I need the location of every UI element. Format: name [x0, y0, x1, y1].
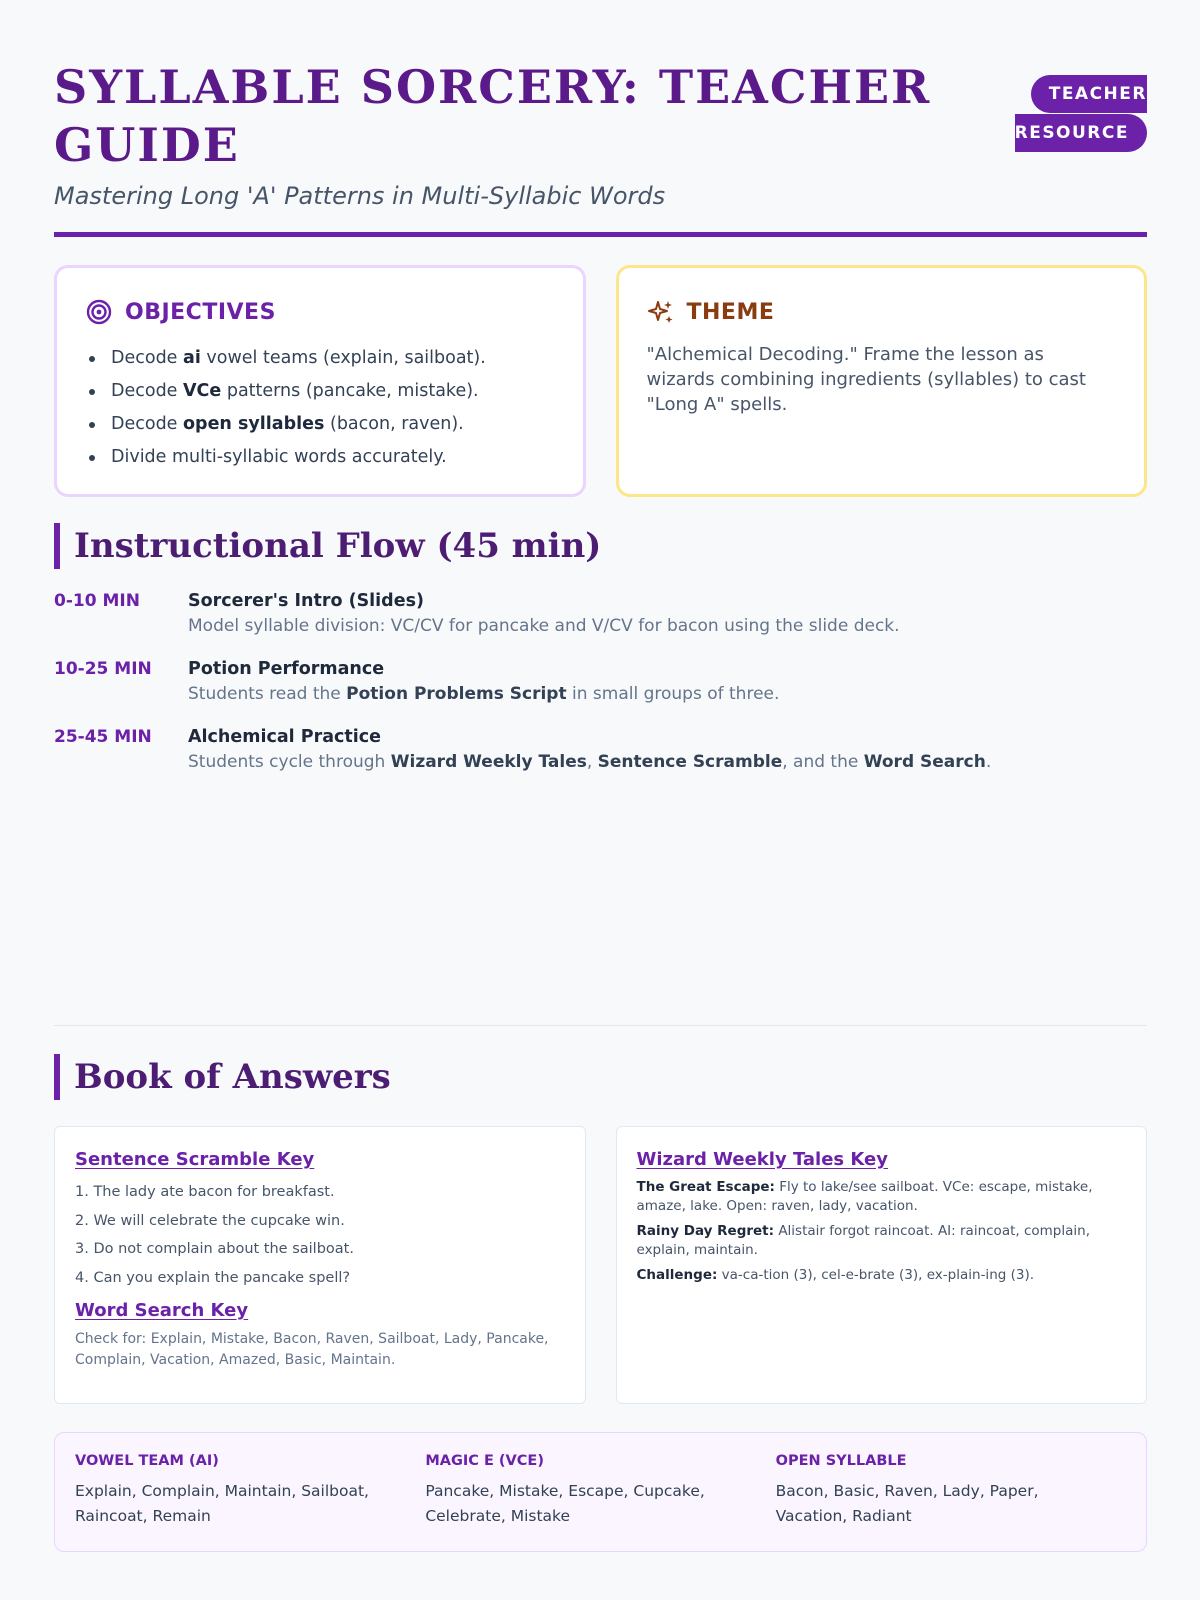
teacher-resource-badge	[1005, 75, 1147, 152]
sparkles-icon	[647, 298, 675, 326]
flow-body	[188, 589, 900, 639]
theme-heading: THEME	[686, 299, 775, 325]
theme-text: "Alchemical Decoding." Frame the lesson as wizards combining ingredients (syllables) to cast "Long A" spells.	[646, 344, 1086, 415]
objective-item: Decode ai vowel teams (explain, sailboat).	[85, 342, 555, 375]
pattern-column	[425, 1453, 775, 1529]
flow-time: 10-25 MIN	[54, 659, 152, 679]
pattern-reference	[54, 1432, 1147, 1552]
theme-card	[616, 265, 1148, 497]
pattern-heading: OPEN SYLLABLE	[775, 1453, 907, 1469]
scramble-answer: 2. We will celebrate the cupcake win.	[75, 1212, 345, 1229]
pattern-words: Explain, Complain, Maintain, Sailboat, Raincoat, Remain	[75, 1482, 369, 1525]
pattern-column	[75, 1453, 425, 1529]
objectives-list	[85, 342, 555, 474]
flow-body	[188, 657, 779, 707]
flow-title: Potion Performance	[188, 659, 385, 679]
flow-title: Alchemical Practice	[188, 727, 381, 747]
pattern-heading: MAGIC E (VCE)	[425, 1453, 544, 1469]
pattern-heading: VOWEL TEAM (AI)	[75, 1453, 219, 1469]
scramble-answer: 1. The lady ate bacon for breakfast.	[75, 1184, 335, 1200]
flow-desc: Students cycle through Wizard Weekly Tales, Sentence Scramble, and the Word Search.	[188, 752, 992, 772]
objective-item: Divide multi-syllabic words accurately.	[85, 441, 555, 474]
flow-title: Sorcerer's Intro (Slides)	[188, 591, 424, 611]
flow-row	[54, 657, 1147, 707]
wordsearch-key-text: Check for: Explain, Mistake, Bacon, Raven, Sailboat, Lady, Pancake, Complain, Vacation, Amazed, Basic, Maintain.	[75, 1331, 549, 1368]
page-subtitle: Mastering Long 'A' Patterns in Multi-Syllabic Words	[54, 182, 666, 210]
flow-desc: Model syllable division: VC/CV for pancake and V/CV for bacon using the slide deck.	[188, 616, 900, 636]
instructional-flow	[54, 589, 1147, 775]
target-icon	[85, 298, 113, 326]
pattern-column	[776, 1453, 1126, 1529]
flow-row	[54, 589, 1147, 639]
objective-item: Decode VCe patterns (pancake, mistake).	[85, 375, 555, 408]
section-divider	[54, 1025, 1147, 1026]
tales-key-card	[616, 1126, 1148, 1404]
objective-item: Decode open syllables (bacon, raven).	[85, 408, 555, 441]
flow-time: 0-10 MIN	[54, 591, 140, 611]
flow-row	[54, 725, 1147, 775]
flow-time: 25-45 MIN	[54, 727, 152, 747]
flow-heading: Instructional Flow (45 min)	[54, 523, 1147, 569]
scramble-answer: 3. Do not complain about the sailboat.	[75, 1241, 354, 1257]
badge-line-2: RESOURCE	[1015, 114, 1147, 152]
wordsearch-key-title: Word Search Key	[75, 1300, 249, 1321]
page-title: SYLLABLE SORCERY: TEACHER GUIDE	[54, 60, 932, 172]
objectives-card	[54, 265, 586, 497]
flow-body	[188, 725, 991, 775]
flow-desc: Students read the Potion Problems Script in small groups of three.	[188, 684, 780, 704]
header-rule	[54, 232, 1147, 237]
header	[54, 0, 1147, 237]
objectives-heading: OBJECTIVES	[125, 299, 276, 325]
scramble-answer: 4. Can you explain the pancake spell?	[75, 1269, 351, 1286]
answers-heading: Book of Answers	[54, 1054, 1147, 1100]
book-of-answers	[54, 1054, 1147, 1552]
tales-entry: Challenge: va-ca-tion (3), cel-e-brate (3), ex-plain-ing (3).	[636, 1267, 1035, 1283]
tales-entry: Rainy Day Regret: Alistair forgot raincoat. AI: raincoat, complain, explain, maintain.	[636, 1223, 1090, 1258]
scramble-key-card	[54, 1126, 586, 1404]
badge-line-1: TEACHER	[1031, 75, 1147, 113]
scramble-key-title: Sentence Scramble Key	[75, 1149, 315, 1170]
pattern-words: Pancake, Mistake, Escape, Cupcake, Celebrate, Mistake	[425, 1482, 705, 1525]
tales-key-title: Wizard Weekly Tales Key	[636, 1149, 888, 1170]
tales-entry: The Great Escape: Fly to lake/see sailboat. VCe: escape, mistake, amaze, lake. Open: raven, lady, vacation.	[636, 1179, 1093, 1214]
pattern-words: Bacon, Basic, Raven, Lady, Paper, Vacation, Radiant	[775, 1482, 1039, 1525]
